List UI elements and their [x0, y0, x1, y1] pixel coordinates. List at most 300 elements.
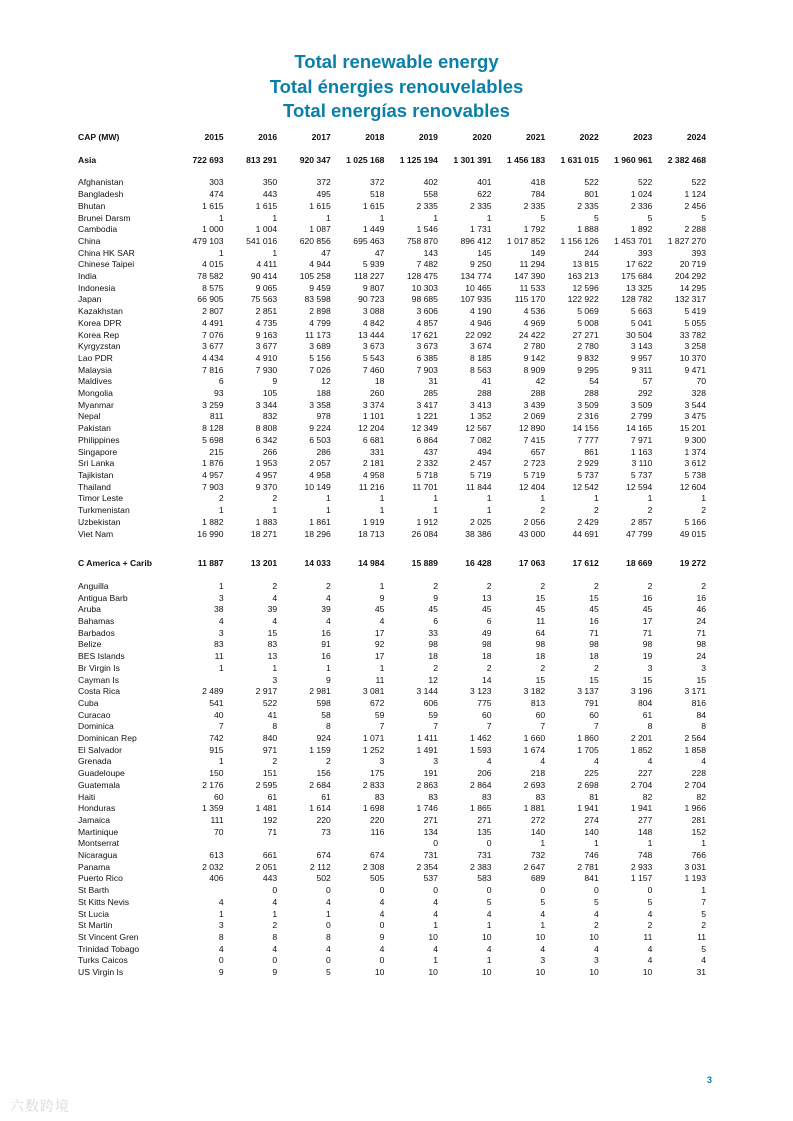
- value-cell: 4 015: [202, 259, 224, 270]
- value-cell: 2 933: [630, 861, 653, 872]
- value-cell: 5 719: [523, 469, 546, 480]
- value-cell: 82: [642, 791, 653, 802]
- value-cell: 924: [316, 733, 331, 744]
- value-cell: 4 944: [309, 259, 331, 270]
- value-cell: 135: [477, 826, 492, 837]
- table-row: [78, 850, 706, 862]
- value-cell: 622: [477, 189, 492, 200]
- value-cell: 81: [589, 791, 599, 802]
- value-cell: 4 536: [523, 306, 546, 317]
- value-cell: 73: [321, 826, 331, 837]
- value-cell: 9 370: [255, 481, 278, 492]
- value-cell: 1 614: [309, 803, 331, 814]
- value-cell: 1 374: [684, 446, 706, 457]
- country-name: Belize: [78, 639, 102, 650]
- value-cell: 406: [209, 873, 224, 884]
- country-name: Singapore: [78, 446, 118, 457]
- value-cell: 3 677: [255, 341, 278, 352]
- value-cell: 2 693: [523, 779, 546, 790]
- value-cell: 1 698: [362, 803, 385, 814]
- value-cell: 811: [209, 411, 224, 422]
- table-row: [78, 897, 706, 909]
- table-row: [78, 306, 706, 318]
- table-row: [78, 201, 706, 213]
- value-cell: 4: [272, 592, 278, 603]
- value-cell: 1: [701, 493, 706, 504]
- table-row: [78, 517, 706, 529]
- value-cell: 10: [482, 967, 492, 978]
- table-row: [78, 862, 706, 874]
- value-cell: 2 335: [577, 200, 599, 211]
- region-total-cell: 15 889: [411, 558, 438, 569]
- value-cell: 44 691: [572, 528, 599, 539]
- value-cell: 5 543: [362, 352, 385, 363]
- value-cell: 1: [701, 885, 706, 896]
- value-cell: 16: [589, 616, 599, 627]
- value-cell: 6 342: [255, 434, 278, 445]
- value-cell: 285: [423, 388, 438, 399]
- value-cell: 1 159: [309, 744, 331, 755]
- value-cell: 10: [428, 967, 438, 978]
- country-name: Grenada: [78, 756, 112, 767]
- value-cell: 2 647: [523, 861, 546, 872]
- value-cell: 2: [593, 662, 599, 673]
- value-cell: 271: [477, 814, 492, 825]
- watermark: 六数跨境: [10, 1098, 70, 1114]
- value-cell: 1: [433, 493, 438, 504]
- value-cell: 4 957: [202, 469, 224, 480]
- country-name: Jamaica: [78, 814, 110, 825]
- value-cell: 1: [486, 505, 492, 516]
- value-cell: 0: [486, 885, 492, 896]
- value-cell: 372: [370, 177, 385, 188]
- value-cell: 206: [477, 768, 492, 779]
- value-cell: 2 332: [416, 458, 438, 469]
- value-cell: 3 673: [362, 341, 385, 352]
- value-cell: 3 612: [684, 458, 706, 469]
- value-cell: 3: [379, 756, 385, 767]
- value-cell: 2 181: [362, 458, 385, 469]
- value-cell: 3 258: [684, 341, 706, 352]
- value-cell: 1 860: [577, 733, 599, 744]
- value-cell: 24 422: [518, 329, 546, 340]
- table-row: [78, 768, 706, 780]
- value-cell: 4: [433, 943, 438, 954]
- table-row: [78, 213, 706, 225]
- value-cell: 1 157: [630, 873, 653, 884]
- value-cell: [277, 838, 331, 850]
- value-cell: 4: [486, 756, 492, 767]
- value-cell: 4: [379, 943, 385, 954]
- value-cell: 59: [374, 709, 385, 720]
- region-total-cell: 1 301 391: [453, 154, 492, 165]
- value-cell: 0: [647, 885, 653, 896]
- value-cell: 0: [379, 885, 385, 896]
- year-header: 2022: [579, 132, 599, 142]
- value-cell: 1 087: [309, 224, 331, 235]
- value-cell: 49: [482, 627, 492, 638]
- value-cell: 1 660: [523, 733, 546, 744]
- value-cell: 12 604: [679, 481, 706, 492]
- year-header: 2019: [418, 132, 438, 142]
- year-header: 2016: [258, 132, 278, 142]
- value-cell: 1 852: [630, 744, 653, 755]
- country-name: BES Islands: [78, 651, 125, 662]
- value-cell: 2 723: [523, 458, 546, 469]
- value-cell: 437: [423, 446, 438, 457]
- value-cell: 15: [535, 592, 546, 603]
- value-cell: [170, 675, 224, 687]
- value-cell: 2 799: [630, 411, 653, 422]
- value-cell: 98 685: [411, 294, 438, 305]
- value-cell: 2 288: [684, 224, 706, 235]
- value-cell: 661: [262, 850, 278, 861]
- value-cell: 9 142: [523, 352, 546, 363]
- value-cell: 61: [642, 709, 653, 720]
- table-row: [78, 815, 706, 827]
- year-header: 2015: [204, 132, 224, 142]
- value-cell: 83 598: [304, 294, 331, 305]
- value-cell: 107 935: [460, 294, 492, 305]
- value-cell: 2: [272, 920, 278, 931]
- value-cell: 2 898: [309, 306, 331, 317]
- value-cell: 93: [214, 388, 224, 399]
- value-cell: 9: [218, 967, 224, 978]
- country-name: China: [78, 235, 101, 246]
- value-cell: 1: [326, 908, 331, 919]
- value-cell: 10 303: [411, 282, 438, 293]
- value-cell: 2: [593, 580, 599, 591]
- value-cell: 7: [593, 721, 599, 732]
- value-cell: 6: [433, 616, 438, 627]
- value-cell: 151: [262, 768, 278, 779]
- value-cell: 71: [642, 627, 653, 638]
- value-cell: 5 055: [684, 317, 706, 328]
- value-cell: 31: [428, 376, 438, 387]
- value-cell: 105 258: [299, 271, 331, 282]
- value-cell: 42: [535, 376, 546, 387]
- value-cell: 9: [326, 674, 331, 685]
- value-cell: 1: [701, 838, 706, 849]
- value-cell: 7 026: [309, 364, 331, 375]
- table-row: [78, 616, 706, 628]
- page-number: 3: [707, 1075, 713, 1085]
- value-cell: 2: [593, 920, 599, 931]
- value-cell: 1 941: [630, 803, 653, 814]
- value-cell: 443: [262, 189, 278, 200]
- table-row: [78, 470, 706, 482]
- value-cell: 0: [433, 838, 438, 849]
- value-cell: 7: [379, 721, 385, 732]
- value-cell: 3: [218, 627, 224, 638]
- value-cell: 140: [530, 826, 546, 837]
- value-cell: 0: [272, 885, 278, 896]
- value-cell: 83: [535, 791, 546, 802]
- region-total-cell: 14 984: [358, 558, 385, 569]
- value-cell: 13: [267, 651, 278, 662]
- value-cell: 731: [423, 850, 438, 861]
- value-cell: 495: [316, 189, 331, 200]
- value-cell: 3 509: [630, 399, 653, 410]
- value-cell: 220: [370, 814, 385, 825]
- value-cell: 6 864: [416, 434, 438, 445]
- value-cell: 1 615: [362, 200, 385, 211]
- value-cell: 90 723: [358, 294, 385, 305]
- country-name: Korea Rep: [78, 329, 120, 340]
- value-cell: 0: [326, 885, 331, 896]
- value-cell: 8: [647, 721, 653, 732]
- value-cell: 791: [584, 697, 599, 708]
- table-row: [78, 493, 706, 505]
- value-cell: 7: [540, 721, 546, 732]
- value-cell: 5 166: [684, 516, 706, 527]
- value-cell: 8: [272, 932, 278, 942]
- value-cell: 40: [214, 709, 224, 720]
- country-name: Mongolia: [78, 388, 113, 399]
- value-cell: 286: [316, 446, 331, 457]
- table-row: [78, 967, 706, 979]
- table-row: [78, 236, 706, 248]
- value-cell: 7 903: [416, 364, 438, 375]
- value-cell: 2: [272, 493, 278, 504]
- spacer-row: [78, 144, 706, 155]
- year-header: 2023: [633, 132, 653, 142]
- title-english: Total renewable energy: [294, 51, 499, 72]
- value-cell: 2: [433, 580, 438, 591]
- value-cell: 1: [593, 493, 599, 504]
- country-name: Bahamas: [78, 616, 115, 627]
- value-cell: 5 939: [362, 259, 385, 270]
- region-total-cell: 722 693: [192, 154, 224, 165]
- value-cell: 1 000: [202, 224, 224, 235]
- value-cell: 3 509: [577, 399, 599, 410]
- country-name: St Kitts Nevis: [78, 896, 130, 907]
- table-row: [78, 248, 706, 260]
- value-cell: 277: [638, 814, 653, 825]
- value-cell: 83: [428, 791, 438, 802]
- spacer-row: [78, 540, 706, 547]
- value-cell: 16: [321, 627, 331, 638]
- value-cell: 15: [267, 627, 278, 638]
- value-cell: 33 782: [679, 329, 706, 340]
- value-cell: 1 827 270: [667, 235, 706, 246]
- region-total-cell: 18 669: [626, 558, 653, 569]
- country-name: Antigua Barb: [78, 592, 128, 603]
- title-french: Total énergies renouvelables: [269, 75, 524, 97]
- value-cell: 10: [642, 967, 653, 978]
- value-cell: 5 156: [309, 352, 331, 363]
- value-cell: 598: [316, 697, 331, 708]
- value-cell: 2 056: [523, 516, 546, 527]
- value-cell: 518: [370, 189, 385, 200]
- value-cell: 3: [540, 955, 546, 966]
- table-row: [78, 932, 706, 944]
- value-cell: 1 858: [684, 744, 706, 755]
- value-cell: 1: [433, 955, 438, 966]
- table-row: [78, 710, 706, 722]
- value-cell: 1 024: [630, 189, 653, 200]
- value-cell: 45: [374, 604, 385, 615]
- value-cell: 27 271: [572, 329, 599, 340]
- value-cell: 331: [370, 446, 385, 457]
- value-cell: 38: [214, 604, 224, 615]
- value-cell: 9 295: [577, 364, 599, 375]
- value-cell: 1: [272, 212, 278, 223]
- value-cell: 1 156 126: [560, 235, 599, 246]
- value-cell: 6 681: [362, 434, 385, 445]
- value-cell: 92: [374, 639, 385, 650]
- value-cell: 1 193: [684, 873, 706, 884]
- value-cell: 188: [316, 388, 331, 399]
- country-name: Haiti: [78, 791, 96, 802]
- value-cell: 54: [589, 376, 599, 387]
- value-cell: 118 227: [353, 271, 385, 282]
- value-cell: 1: [593, 838, 599, 849]
- value-cell: 401: [477, 177, 492, 188]
- value-cell: 3 031: [684, 861, 706, 872]
- value-cell: 3 439: [523, 399, 546, 410]
- value-cell: 0: [540, 885, 546, 896]
- year-header: 2020: [472, 132, 492, 142]
- value-cell: 1 746: [416, 803, 438, 814]
- value-cell: 3: [647, 662, 653, 673]
- value-cell: 9: [272, 376, 278, 387]
- value-cell: 64: [535, 627, 546, 638]
- value-cell: 192: [262, 814, 278, 825]
- value-cell: 583: [477, 873, 492, 884]
- table-row: [78, 780, 706, 792]
- value-cell: [170, 838, 224, 850]
- value-cell: 6 503: [309, 434, 331, 445]
- value-cell: 1: [433, 505, 438, 516]
- value-cell: 1: [379, 493, 385, 504]
- title-block: [0, 50, 793, 124]
- value-cell: 522: [691, 177, 706, 188]
- country-name: Dominica: [78, 721, 114, 732]
- value-cell: 1 888: [577, 224, 599, 235]
- value-cell: 7: [218, 721, 224, 732]
- value-cell: 17 621: [411, 329, 438, 340]
- country-name: Cambodia: [78, 224, 118, 235]
- country-name: China HK SAR: [78, 247, 135, 258]
- value-cell: 4: [540, 943, 546, 954]
- value-cell: 3 358: [309, 399, 331, 410]
- value-cell: 2 489: [202, 686, 224, 697]
- value-cell: 372: [316, 177, 331, 188]
- value-cell: 19: [642, 651, 653, 662]
- value-cell: 8: [272, 721, 278, 732]
- value-cell: 12: [428, 674, 438, 685]
- value-cell: 13: [482, 592, 492, 603]
- value-cell: 861: [584, 446, 599, 457]
- value-cell: 1: [486, 955, 492, 966]
- value-cell: 2 057: [309, 458, 331, 469]
- country-name: Bangladesh: [78, 189, 124, 200]
- value-cell: 4 735: [255, 317, 278, 328]
- value-cell: 4 958: [309, 469, 331, 480]
- value-cell: 1: [326, 662, 331, 673]
- value-cell: 2 833: [362, 779, 385, 790]
- value-cell: 2 335: [470, 200, 492, 211]
- value-cell: 266: [262, 446, 278, 457]
- value-cell: 45: [642, 604, 653, 615]
- value-cell: 4: [647, 943, 653, 954]
- value-cell: 14 295: [679, 282, 706, 293]
- value-cell: 3 182: [523, 686, 546, 697]
- value-cell: 4: [379, 616, 385, 627]
- value-cell: 0: [218, 955, 224, 966]
- country-name: Lao PDR: [78, 352, 113, 363]
- value-cell: 15: [696, 674, 706, 685]
- value-cell: 41: [482, 376, 492, 387]
- value-cell: 4: [326, 896, 331, 907]
- value-cell: 13 325: [626, 282, 653, 293]
- country-name: Afghanistan: [78, 177, 124, 188]
- value-cell: 14 156: [572, 423, 599, 434]
- value-cell: 1 615: [309, 200, 331, 211]
- value-cell: [331, 838, 385, 850]
- value-cell: 134 774: [460, 271, 492, 282]
- country-name: Sri Lanka: [78, 458, 115, 469]
- value-cell: 6: [218, 376, 224, 387]
- value-cell: 2 456: [684, 200, 706, 211]
- value-cell: 11: [214, 651, 224, 662]
- value-cell: 3 344: [255, 399, 278, 410]
- country-name: Aruba: [78, 604, 101, 615]
- table-row: [78, 675, 706, 687]
- country-name: Turks Caicos: [78, 955, 128, 966]
- country-name: Panama: [78, 861, 111, 872]
- region-total-cell: 1 025 168: [346, 154, 385, 165]
- value-cell: 7 816: [202, 364, 224, 375]
- value-cell: 3 088: [362, 306, 385, 317]
- value-cell: 541 016: [246, 235, 278, 246]
- value-cell: 90 414: [250, 271, 278, 282]
- value-cell: 288: [477, 388, 492, 399]
- value-cell: 10 149: [304, 481, 331, 492]
- table-row: [78, 827, 706, 839]
- country-name: St Vincent Gren: [78, 932, 139, 942]
- value-cell: 4 857: [416, 317, 438, 328]
- year-header: 2018: [365, 132, 385, 142]
- value-cell: 402: [423, 177, 438, 188]
- value-cell: 10: [535, 967, 546, 978]
- value-cell: 674: [316, 850, 331, 861]
- table-row: [78, 745, 706, 757]
- country-name: St Lucia: [78, 908, 110, 919]
- value-cell: 2 781: [577, 861, 599, 872]
- value-cell: 0: [433, 885, 438, 896]
- value-cell: 60: [589, 709, 599, 720]
- value-cell: 1: [272, 908, 278, 919]
- value-cell: 9 832: [577, 352, 599, 363]
- value-cell: 1 017 852: [506, 235, 546, 246]
- value-cell: 2 704: [684, 779, 706, 790]
- value-cell: 11 173: [305, 329, 331, 340]
- value-cell: 145: [477, 247, 492, 258]
- value-cell: 813: [530, 697, 546, 708]
- country-name: Pakistan: [78, 423, 111, 434]
- value-cell: 7 460: [362, 364, 385, 375]
- value-cell: 57: [642, 376, 653, 387]
- value-cell: 1 876: [202, 458, 224, 469]
- value-cell: 47 799: [626, 528, 653, 539]
- value-cell: 8 808: [255, 423, 278, 434]
- value-cell: 2: [701, 505, 706, 516]
- table-body: [78, 144, 706, 979]
- country-name: Philippines: [78, 434, 120, 445]
- country-name: St Martin: [78, 920, 113, 931]
